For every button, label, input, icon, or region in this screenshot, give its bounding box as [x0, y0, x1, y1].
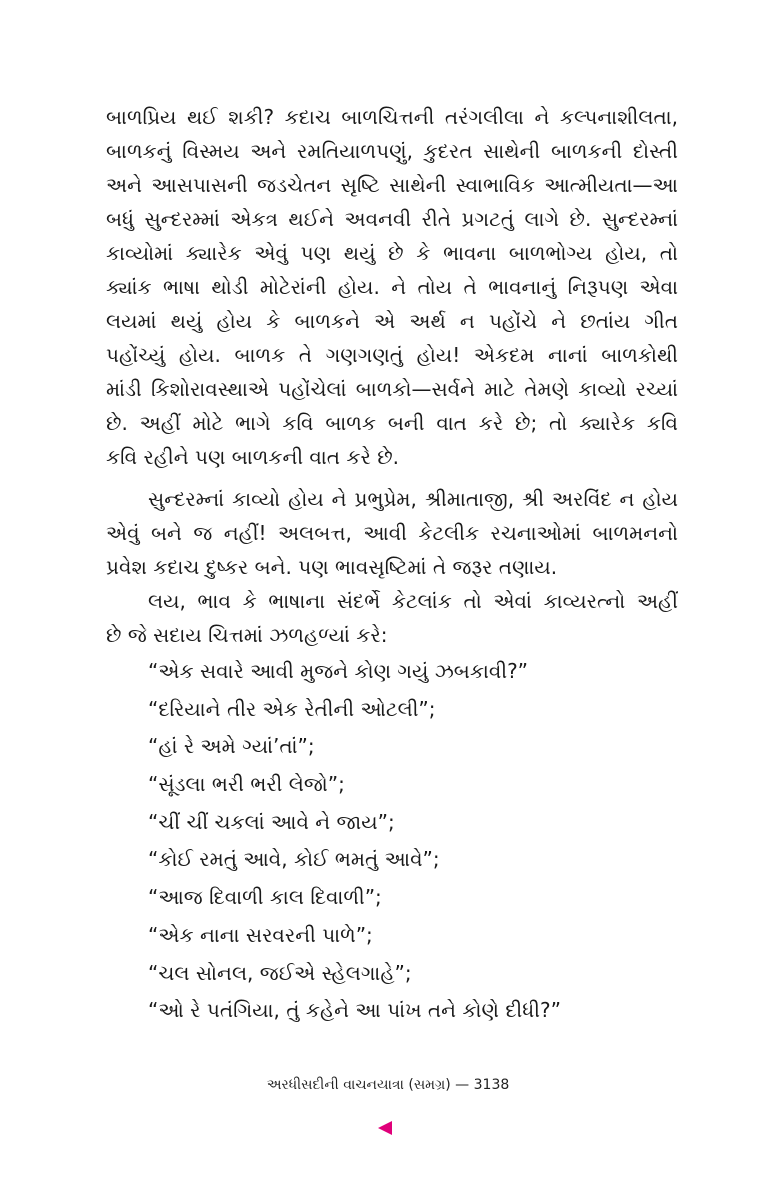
text-line: પહોંચ્યું હોય. બાળક તે ગણગણતું હોય! એકદમ નાનાં બાળકોથી — [106, 343, 678, 367]
paragraph-2 — [106, 482, 678, 584]
quote-line: “ઓ રે પતંગિયા, તું કહેને આ પાંખ તને કોણે દીધી?” — [148, 998, 561, 1023]
quote-line: “કોઈ રમતું આવે, કોઈ ભમતું આવે”; — [148, 847, 440, 872]
quote-line: “એક નાના સરવરની પાળે”; — [148, 922, 373, 947]
text-line: કાવ્યોમાં ક્યારેક એવું પણ થયું છે કે ભાવના બાળભોગ્ય હોય, તો — [106, 241, 678, 265]
text-line: બાળપ્રિય થઈ શકી? કદાચ બાળચિત્તની તરંગલીલા ને કલ્પનાશીલતા, — [106, 105, 678, 129]
quote-line: “આજ દિવાળી કાલ દિવાળી”; — [148, 885, 382, 910]
quote-line: “એક સવારે આવી મુજને કોણ ગયું ઝબકાવી?” — [148, 659, 529, 683]
text-line: સુન્દરમ્નાં કાવ્યો હોય ને પ્રભુપ્રેમ, શ્રીમાતાજી, શ્રી અરવિંદ ન હોય — [148, 487, 678, 511]
text-line: છે જે સદાય ચિત્તમાં ઝળહળ્યાં કરે: — [106, 623, 388, 647]
paragraph-3 — [106, 584, 678, 652]
text-line: બધું સુન્દરમ્માં એકત્ર થઈને અવનવી રીતે પ્રગટતું લાગે છે. સુન્દરમ્નાં — [106, 207, 678, 231]
text-line: પ્રવેશ કદાચ દુષ્કર બને. પણ ભાવસૃષ્ટિમાં તે જરૂર તણાય. — [106, 555, 558, 579]
quote-list — [148, 653, 678, 1030]
left-triangle-icon[interactable] — [378, 1121, 392, 1135]
page-footer: અરધીસદીની વાચનયાત્રા (સમગ્ર) — 3138 — [266, 1077, 510, 1093]
text-line: ક્યાંક ભાષા થોડી મોટેરાંની હોય. ને તોય તે ભાવનાનું નિરૂપણ એવા — [106, 275, 678, 299]
text-line: છે. અહીં મોટે ભાગે કવિ બાળક બની વાત કરે છે; તો ક્યારેક કવિ — [106, 411, 678, 435]
quote-line: “સૂંડલા ભરી ભરી લેજો”; — [148, 772, 345, 797]
text-line: લય, ભાવ કે ભાષાના સંદર્ભે કેટલાંક તો એવાં કાવ્યરત્નો અહીં — [148, 589, 678, 613]
quote-line: “હાં રે અમે ગ્યાં’તાં”; — [148, 734, 315, 759]
text-line: અને આસપાસની જડચેતન સૃષ્ટિ સાથેની સ્વાભાવિક આત્મીયતા—આ — [106, 173, 678, 197]
quote-line: “દરિયાને તીર એક રેતીની ઓટલી”; — [148, 696, 436, 721]
quote-line: “ચલ સોનલ, જઈએ સ્હેલગાહે”; — [148, 960, 412, 985]
paragraph-1 — [106, 100, 678, 474]
text-line: કવિ રહીને પણ બાળકની વાત કરે છે. — [106, 445, 400, 469]
quote-line: “ચીં ચીં ચકલાં આવે ને જાય”; — [148, 809, 395, 834]
text-line: એવું બને જ નહીં! અલબત્ત, આવી કેટલીક રચનાઓમાં બાળમનનો — [106, 521, 678, 545]
text-line: બાળકનું વિસ્મય અને રમતિયાળપણું, કુદરત સાથેની બાળકની દોસ્તી — [106, 139, 678, 163]
text-line: માંડી કિશોરાવસ્થાએ પહોંચેલાં બાળકો—સર્વને માટે તેમણે કાવ્યો રચ્યાં — [106, 377, 678, 401]
text-line: લયમાં થયું હોય કે બાળકને એ અર્થ ન પહોંચે ને છતાંય ગીત — [106, 309, 678, 333]
